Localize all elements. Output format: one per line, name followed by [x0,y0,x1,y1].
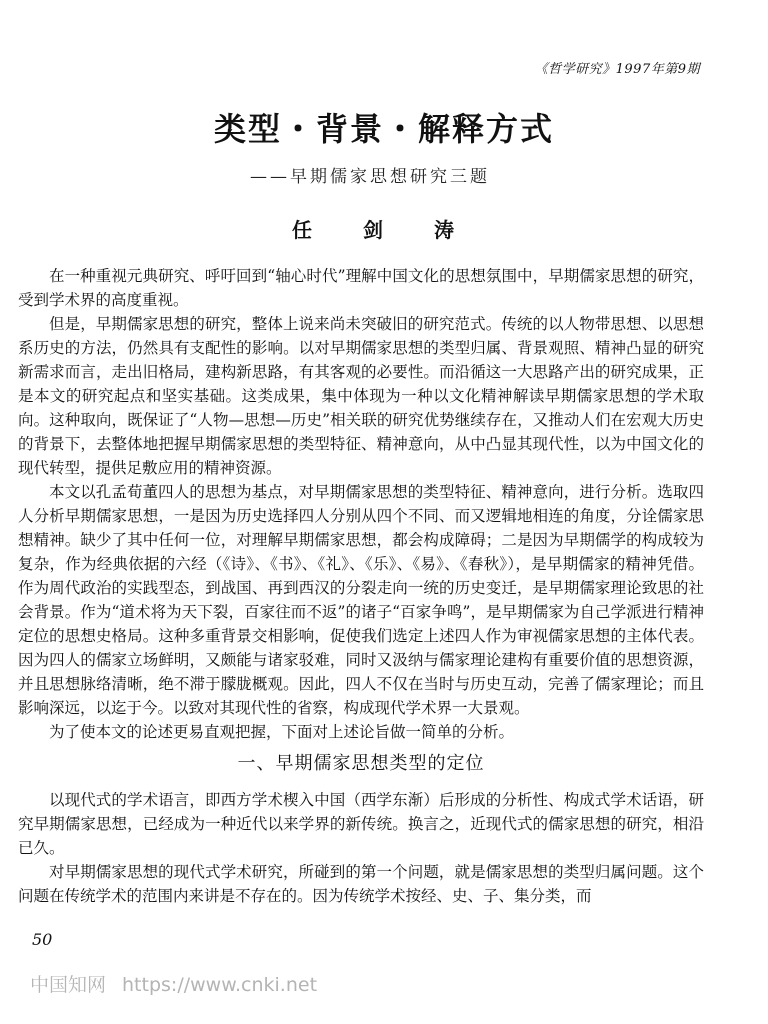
article-body [18,264,704,908]
page-number: 50 [32,930,53,949]
paragraph: 本文以孔孟荀董四人的思想为基点，对早期儒家思想的类型特征、精神意向，进行分析。选取四人分析早期儒家思想，一是因为历史选择四人分别从四个不同、而又逻辑地相连的角度，分诠儒家思想精神。缺少了其中任何一位，对理解早期儒家思想，都会构成障碍；二是因为早期儒学的构成较为复杂，作为经典依据的六经（《诗》、《书》、《礼》、《乐》、《易》、《春秋》），是早期儒家的精神凭借。作为周代政治的实践型态，到战国、再到西汉的分裂走向一统的历史变迁，是早期儒家理论致思的社会背景。作为“道术将为天下裂，百家往而不返”的诸子“百家争鸣”，是早期儒家为自己学派进行精神定位的思想史格局。这种多重背景交相影响，促使我们选定上述四人作为审视儒家思想的主体代表。因为四人的儒家立场鲜明，又颇能与诸家驳难，同时又汲纳与儒家理论建构有重要价值的思想资源，并且思想脉络清晰，绝不滞于朦胧概观。因此，四人不仅在当时与历史互动，完善了儒家理论；而且影响深远，以迄于今。以致对其现代性的省察，构成现代学术界一大景观。 [18,483,704,717]
article-title: 类型・背景・解释方式 [213,110,554,148]
paragraph: 以现代式的学术语言，即西方学术楔入中国（西学东渐）后形成的分析性、构成式学术话语，研究早期儒家思想，已经成为一种近代以来学界的新传统。换言之，近现代式的儒家思想的研究，相沿已久。 [18,791,704,857]
paragraph: 为了使本文的论述更易直观把握，下面对上述论旨做一简单的分析。 [49,723,515,741]
watermark-url: https://www.cnki.net [122,974,318,996]
author-name: 任 剑 涛 [292,218,476,242]
paragraph: 但是，早期儒家思想的研究，整体上说来尚未突破旧的研究范式。传统的以人物带思想、以思想系历史的方法，仍然具有支配性的影响。以对早期儒家思想的类型归属、背景观照、精神凸显的研究新需求而言，走出旧格局，建构新思路，有其客观的必要性。而沿循这一大思路产出的研究成果，正是本文的研究起点和坚实基础。这类成果，集中体现为一种以文化精神解读早期儒家思想的学术取向。这种取向，既保证了“人物—思想—历史”相关联的研究优势继续存在，又推动人们在宏观大历史的背景下，去整体地把握早期儒家思想的类型特征、精神意向，从中凸显其现代性，以为中国文化的现代转型，提供足敷应用的精神资源。 [18,315,704,477]
cnki-watermark [30,970,317,997]
article-subtitle: ——早期儒家思想研究三题 [250,167,490,187]
paragraph: 对早期儒家思想的现代式学术研究，所碰到的第一个问题，就是儒家思想的类型归属问题。这个问题在传统学术的范围内来讲是不存在的。因为传统学术按经、史、子、集分类，而 [18,863,704,905]
journal-citation: 《哲学研究》1997年第9期 [534,62,700,77]
paragraph: 在一种重视元典研究、呼吁回到“轴心时代”理解中国文化的思想氛围中，早期儒家思想的研究，受到学术界的高度重视。 [18,267,704,309]
watermark-site-name: 中国知网 [30,974,107,996]
section-heading: 一、早期儒家思想类型的定位 [237,753,485,774]
